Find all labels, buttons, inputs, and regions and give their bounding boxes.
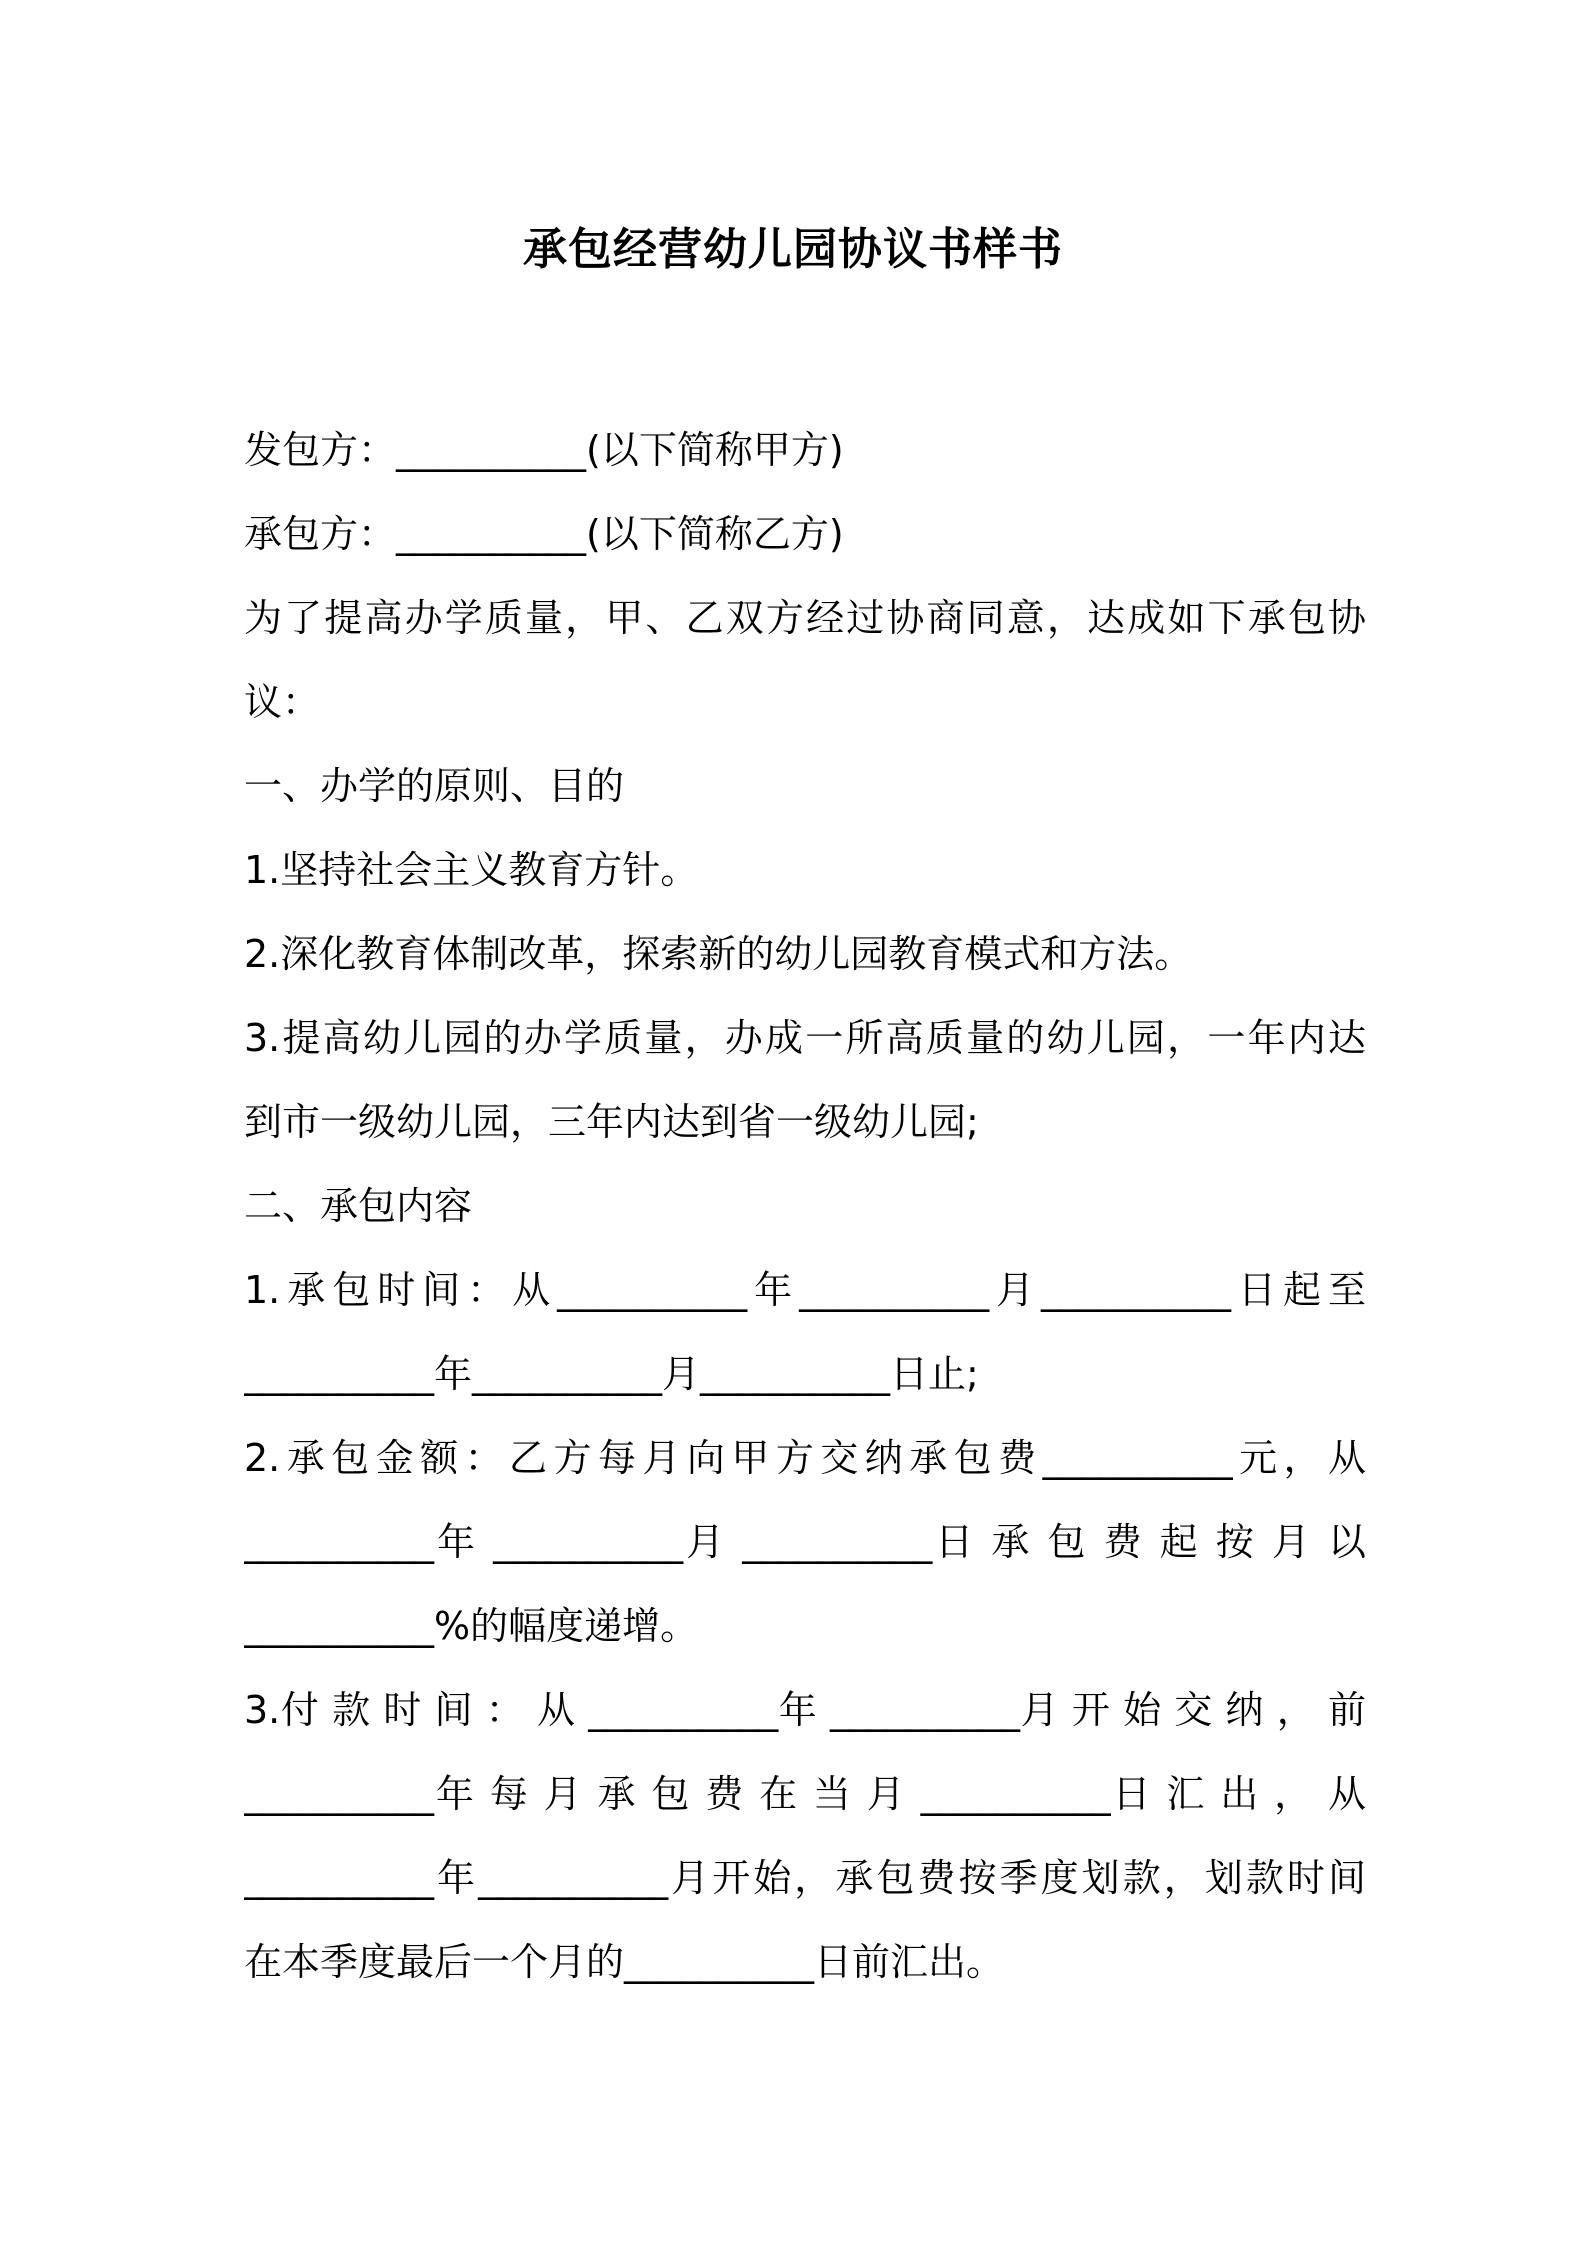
section-1-item-3-line-2: 到市一级幼儿园，三年内达到省一级幼儿园; xyxy=(244,1100,979,1144)
contract-amount-line-2: __________年 __________月 __________日 承 包 费 起 按 月 以 xyxy=(244,1520,1366,1564)
section-1-item-3-line-1: 3.提高幼儿园的办学质量，办成一所高质量的幼儿园，一年内达 xyxy=(244,1016,1366,1060)
payment-time-line-1: 3.付 款 时 间 ： 从 __________年 __________月 开 始 交 纳 ， 前 xyxy=(244,1688,1366,1732)
section-1-heading: 一、办学的原则、目的 xyxy=(244,764,625,808)
payment-time-line-3: __________年__________月开始，承包费按季度划款，划款时间 xyxy=(244,1856,1366,1900)
contract-term-line-1: 1.承包时间：从__________年__________月__________日起至 xyxy=(244,1268,1366,1312)
section-2-heading: 二、承包内容 xyxy=(244,1184,473,1228)
payment-time-line-2: __________年 每 月 承 包 费 在 当 月 __________日 汇 出 ， 从 xyxy=(244,1772,1366,1816)
document-title: 承包经营幼儿园协议书样书 xyxy=(523,224,1063,275)
party-b-line: 承包方：__________(以下简称乙方) xyxy=(244,512,844,556)
document-body xyxy=(244,408,1366,2004)
preamble-line-2: 议： xyxy=(244,680,321,724)
contract-amount-line-1: 2.承包金额：乙方每月向甲方交纳承包费__________元，从 xyxy=(244,1436,1366,1480)
preamble-line-1: 为了提高办学质量，甲、乙双方经过协商同意，达成如下承包协 xyxy=(244,596,1366,640)
contract-amount-line-3: __________%的幅度递增。 xyxy=(244,1604,699,1648)
section-1-item-2: 2.深化教育体制改革，探索新的幼儿园教育模式和方法。 xyxy=(244,932,1193,976)
party-a-line: 发包方：__________(以下简称甲方) xyxy=(244,428,844,472)
payment-time-line-4: 在本季度最后一个月的__________日前汇出。 xyxy=(244,1940,1005,1984)
section-1-item-1: 1.坚持社会主义教育方针。 xyxy=(244,848,699,892)
contract-term-line-2: __________年__________月__________日止; xyxy=(244,1352,979,1396)
